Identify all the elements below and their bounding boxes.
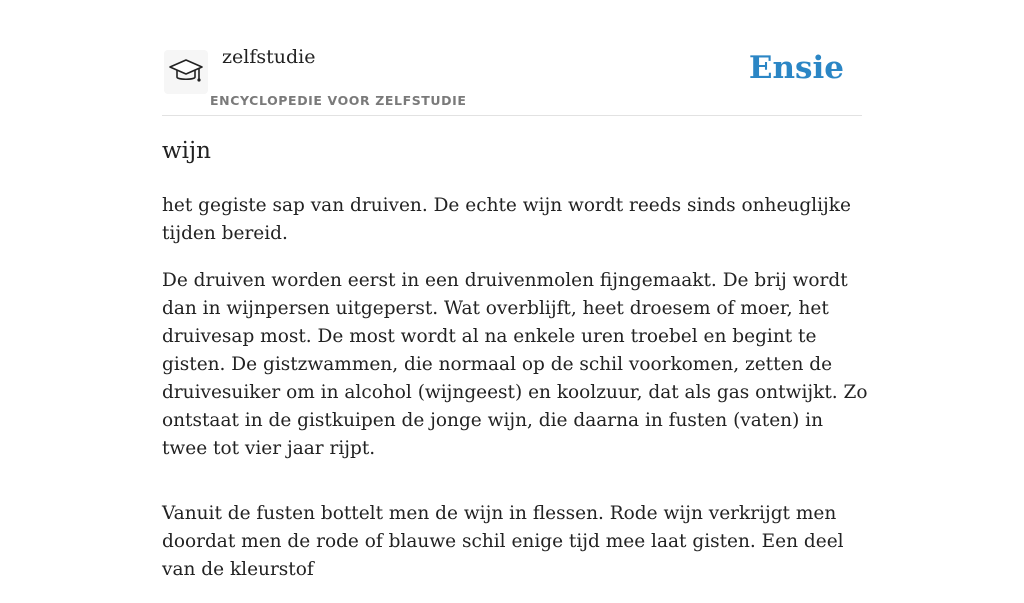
article-body	[162, 192, 874, 603]
article-title: wijn	[162, 138, 211, 164]
site-subtitle: ENCYCLOPEDIE VOOR ZELFSTUDIE	[210, 93, 467, 108]
site-header	[162, 40, 862, 116]
site-logo[interactable]	[164, 50, 208, 94]
brand-logo-link[interactable]: Ensie	[748, 50, 844, 86]
article-paragraph: het gegiste sap van druiven. De echte wijn wordt reeds sinds onheuglijke tijden bereid.	[162, 195, 851, 244]
article-paragraph: De druiven worden eerst in een druivenmolen fijngemaakt. De brij wordt dan in wijnpersen uitgeperst. Wat overblijft, heet droesem of moer, het druivesap most. De most wordt al na enkele uren troebel en begint te gisten. De gistzwammen, die normaal op de schil voorkomen, zetten de druivesuiker om in alcohol (wijngeest) en koolzuur, dat als gas ontwijkt. Zo ontstaat in de gistkuipen de jonge wijn, die daarna in fusten (vaten) in twee tot vier jaar rijpt.	[162, 270, 868, 459]
article-paragraph: Vanuit de fusten bottelt men de wijn in flessen. Rode wijn verkrijgt men doordat men de rode of blauwe schil enige tijd mee laat gisten. Een deel van de kleurstof	[162, 503, 844, 580]
site-name[interactable]: zelfstudie	[222, 46, 316, 68]
